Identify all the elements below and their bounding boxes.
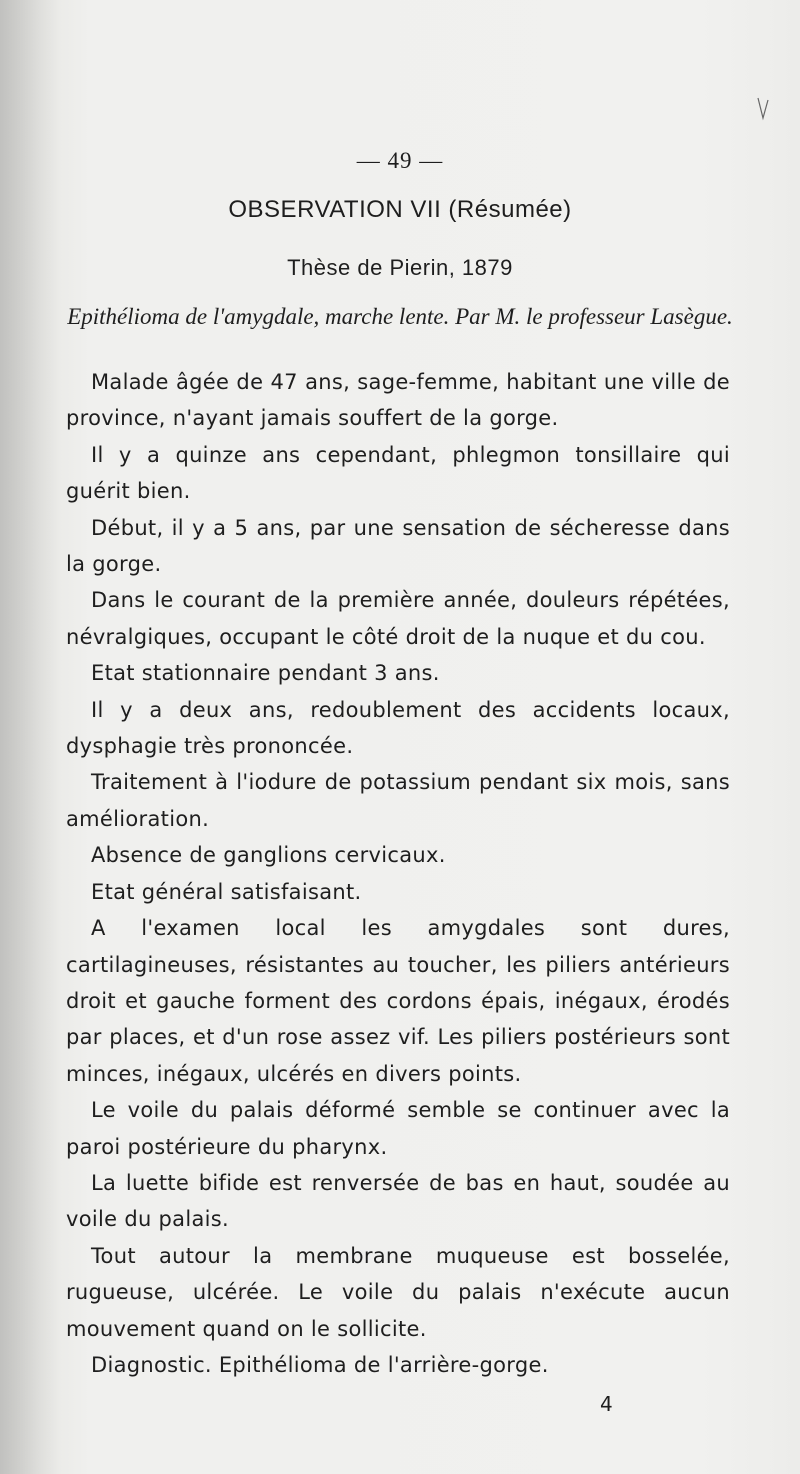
paragraph: Tout autour la membrane muqueuse est bosselée, rugueuse, ulcérée. Le voile du palais n'exécute aucun mouvement quand on le sollicite. (66, 1243, 730, 1341)
paragraph: Etat stationnaire pendant 3 ans. (91, 661, 440, 686)
case-body (66, 364, 730, 1383)
paragraph: Début, il y a 5 ans, par une sensation de sécheresse dans la gorge. (66, 515, 730, 577)
thesis-reference: Thèse de Pierin, 1879 (287, 255, 513, 280)
pencil-mark-icon (756, 96, 770, 122)
gathering-signature: 4 (600, 1392, 613, 1416)
paragraph: Diagnostic. Epithélioma de l'arrière-gorge. (91, 1352, 549, 1377)
paragraph: A l'examen local les amygdales sont dures, cartilagineuses, résistantes au toucher, les piliers antérieurs droit et gauche forment des cordons épais, inégaux, érodés par places, et d'un rose assez vif. Les piliers postérieurs sont minces, inégaux, ulcérés en divers points. (66, 916, 730, 1086)
paragraph: Il y a quinze ans cependant, phlegmon tonsillaire qui guérit bien. (66, 442, 730, 504)
paragraph: Absence de ganglions cervicaux. (91, 843, 446, 868)
paragraph: Etat général satisfaisant. (91, 879, 362, 904)
case-subtitle: Epithélioma de l'amygdale, marche lente. Par M. le professeur Lasègue. (67, 304, 733, 329)
page-number: — 49 — (356, 148, 444, 173)
paragraph: Malade âgée de 47 ans, sage-femme, habitant une ville de province, n'ayant jamais souffert de la gorge. (66, 370, 730, 431)
paragraph: La luette bifide est renversée de bas en haut, soudée au voile du palais. (66, 1170, 730, 1232)
observation-title: OBSERVATION VII (Résumée) (228, 196, 572, 223)
paragraph: Le voile du palais déformé semble se continuer avec la paroi postérieure du pharynx. (66, 1098, 730, 1159)
paragraph: Il y a deux ans, redoublement des accidents locaux, dysphagie très prononcée. (66, 697, 730, 759)
paragraph: Dans le courant de la première année, douleurs répétées, névralgiques, occupant le côté droit de la nuque et du cou. (66, 588, 730, 649)
paragraph: Traitement à l'iodure de potassium pendant six mois, sans amélioration. (66, 770, 730, 831)
